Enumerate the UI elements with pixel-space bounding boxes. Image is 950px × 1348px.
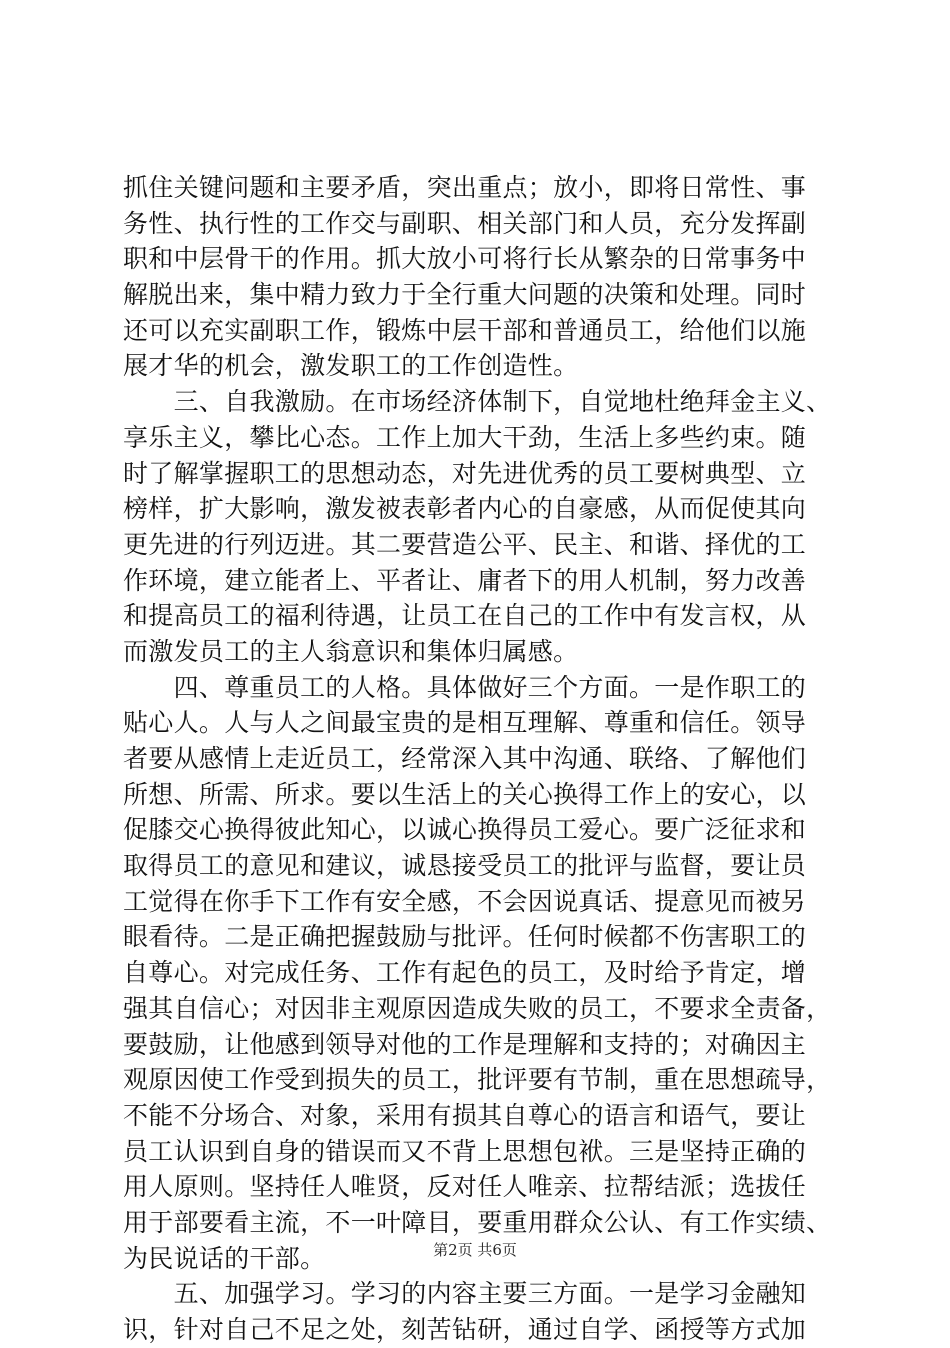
text-line: 取得员工的意见和建议，诚恳接受员工的批评与监督，要让员 (123, 851, 807, 881)
text-line: 职和中层骨干的作用。抓大放小可将行长从繁杂的日常事务中 (123, 244, 807, 274)
text-line: 促膝交心换得彼此知心，以诚心换得员工爱心。要广泛征求和 (123, 815, 807, 845)
text-line: 享乐主义，攀比心态。工作上加大干劲，生活上多些约束。随 (123, 422, 807, 452)
document-body (123, 170, 843, 1348)
text-line: 识，针对自己不足之处，刻苦钻研，通过自学、函授等方式加 (123, 1315, 807, 1344)
text-line: 工觉得在你手下工作有安全感，不会因说真话、提意见而被另 (123, 886, 807, 916)
text-line: 而激发员工的主人翁意识和集体归属感。 (123, 636, 579, 666)
text-line: 为民说话的干部。 (123, 1243, 326, 1273)
text-line: 解脱出来，集中精力致力于全行重大问题的决策和处理。同时 (123, 280, 807, 310)
text-line: 眼看待。二是正确把握鼓励与批评。任何时候都不伤害职工的 (123, 922, 807, 952)
text-line: 强其自信心；对因非主观原因造成失败的员工，不要求全责备， (123, 993, 832, 1023)
text-line: 务性、执行性的工作交与副职、相关部门和人员，充分发挥副 (123, 208, 807, 238)
text-line: 四、尊重员工的人格。具体做好三个方面。一是作职工的 (123, 672, 807, 702)
text-line: 五、加强学习。学习的内容主要三方面。一是学习金融知 (123, 1279, 807, 1309)
text-line: 员工认识到自身的错误而又不背上思想包袱。三是坚持正确的 (123, 1136, 807, 1166)
text-line: 更先进的行列迈进。其二要营造公平、民主、和谐、择优的工 (123, 529, 807, 559)
text-line: 三、自我激励。在市场经济体制下，自觉地杜绝拜金主义、 (123, 387, 832, 417)
text-line: 还可以充实副职工作，锻炼中层干部和普通员工，给他们以施 (123, 315, 807, 345)
text-line: 要鼓励，让他感到领导对他的工作是理解和支持的；对确因主 (123, 1029, 807, 1059)
text-line: 展才华的机会，激发职工的工作创造性。 (123, 351, 579, 381)
text-line: 所想、所需、所求。要以生活上的关心换得工作上的安心，以 (123, 779, 807, 809)
text-line: 抓住关键问题和主要矛盾，突出重点；放小，即将日常性、事 (123, 173, 807, 202)
page-footer: 第2页 共6页 (433, 1241, 517, 1259)
text-line: 自尊心。对完成任务、工作有起色的员工，及时给予肯定，增 (123, 958, 807, 988)
text-line: 用人原则。坚持任人唯贤，反对任人唯亲、拉帮结派；选拔任 (123, 1172, 807, 1202)
text-line: 时了解掌握职工的思想动态，对先进优秀的员工要树典型、立 (123, 458, 807, 488)
text-line: 观原因使工作受到损失的员工，批评要有节制，重在思想疏导， (123, 1065, 832, 1095)
text-line: 榜样，扩大影响，激发被表彰者内心的自豪感，从而促使其向 (123, 494, 807, 524)
text-line: 用于部要看主流，不一叶障目，要重用群众公认、有工作实绩、 (123, 1207, 832, 1237)
text-line: 者要从感情上走近员工，经常深入其中沟通、联络、了解他们 (123, 744, 807, 773)
text-line: 贴心人。人与人之间最宝贵的是相互理解、尊重和信任。领导 (123, 708, 807, 738)
text-line: 不能不分场合、对象，采用有损其自尊心的语言和语气，要让 (123, 1100, 807, 1130)
text-line: 和提高员工的福利待遇，让员工在自己的工作中有发言权，从 (123, 601, 807, 631)
text-line: 作环境，建立能者上、平者让、庸者下的用人机制，努力改善 (123, 565, 807, 595)
